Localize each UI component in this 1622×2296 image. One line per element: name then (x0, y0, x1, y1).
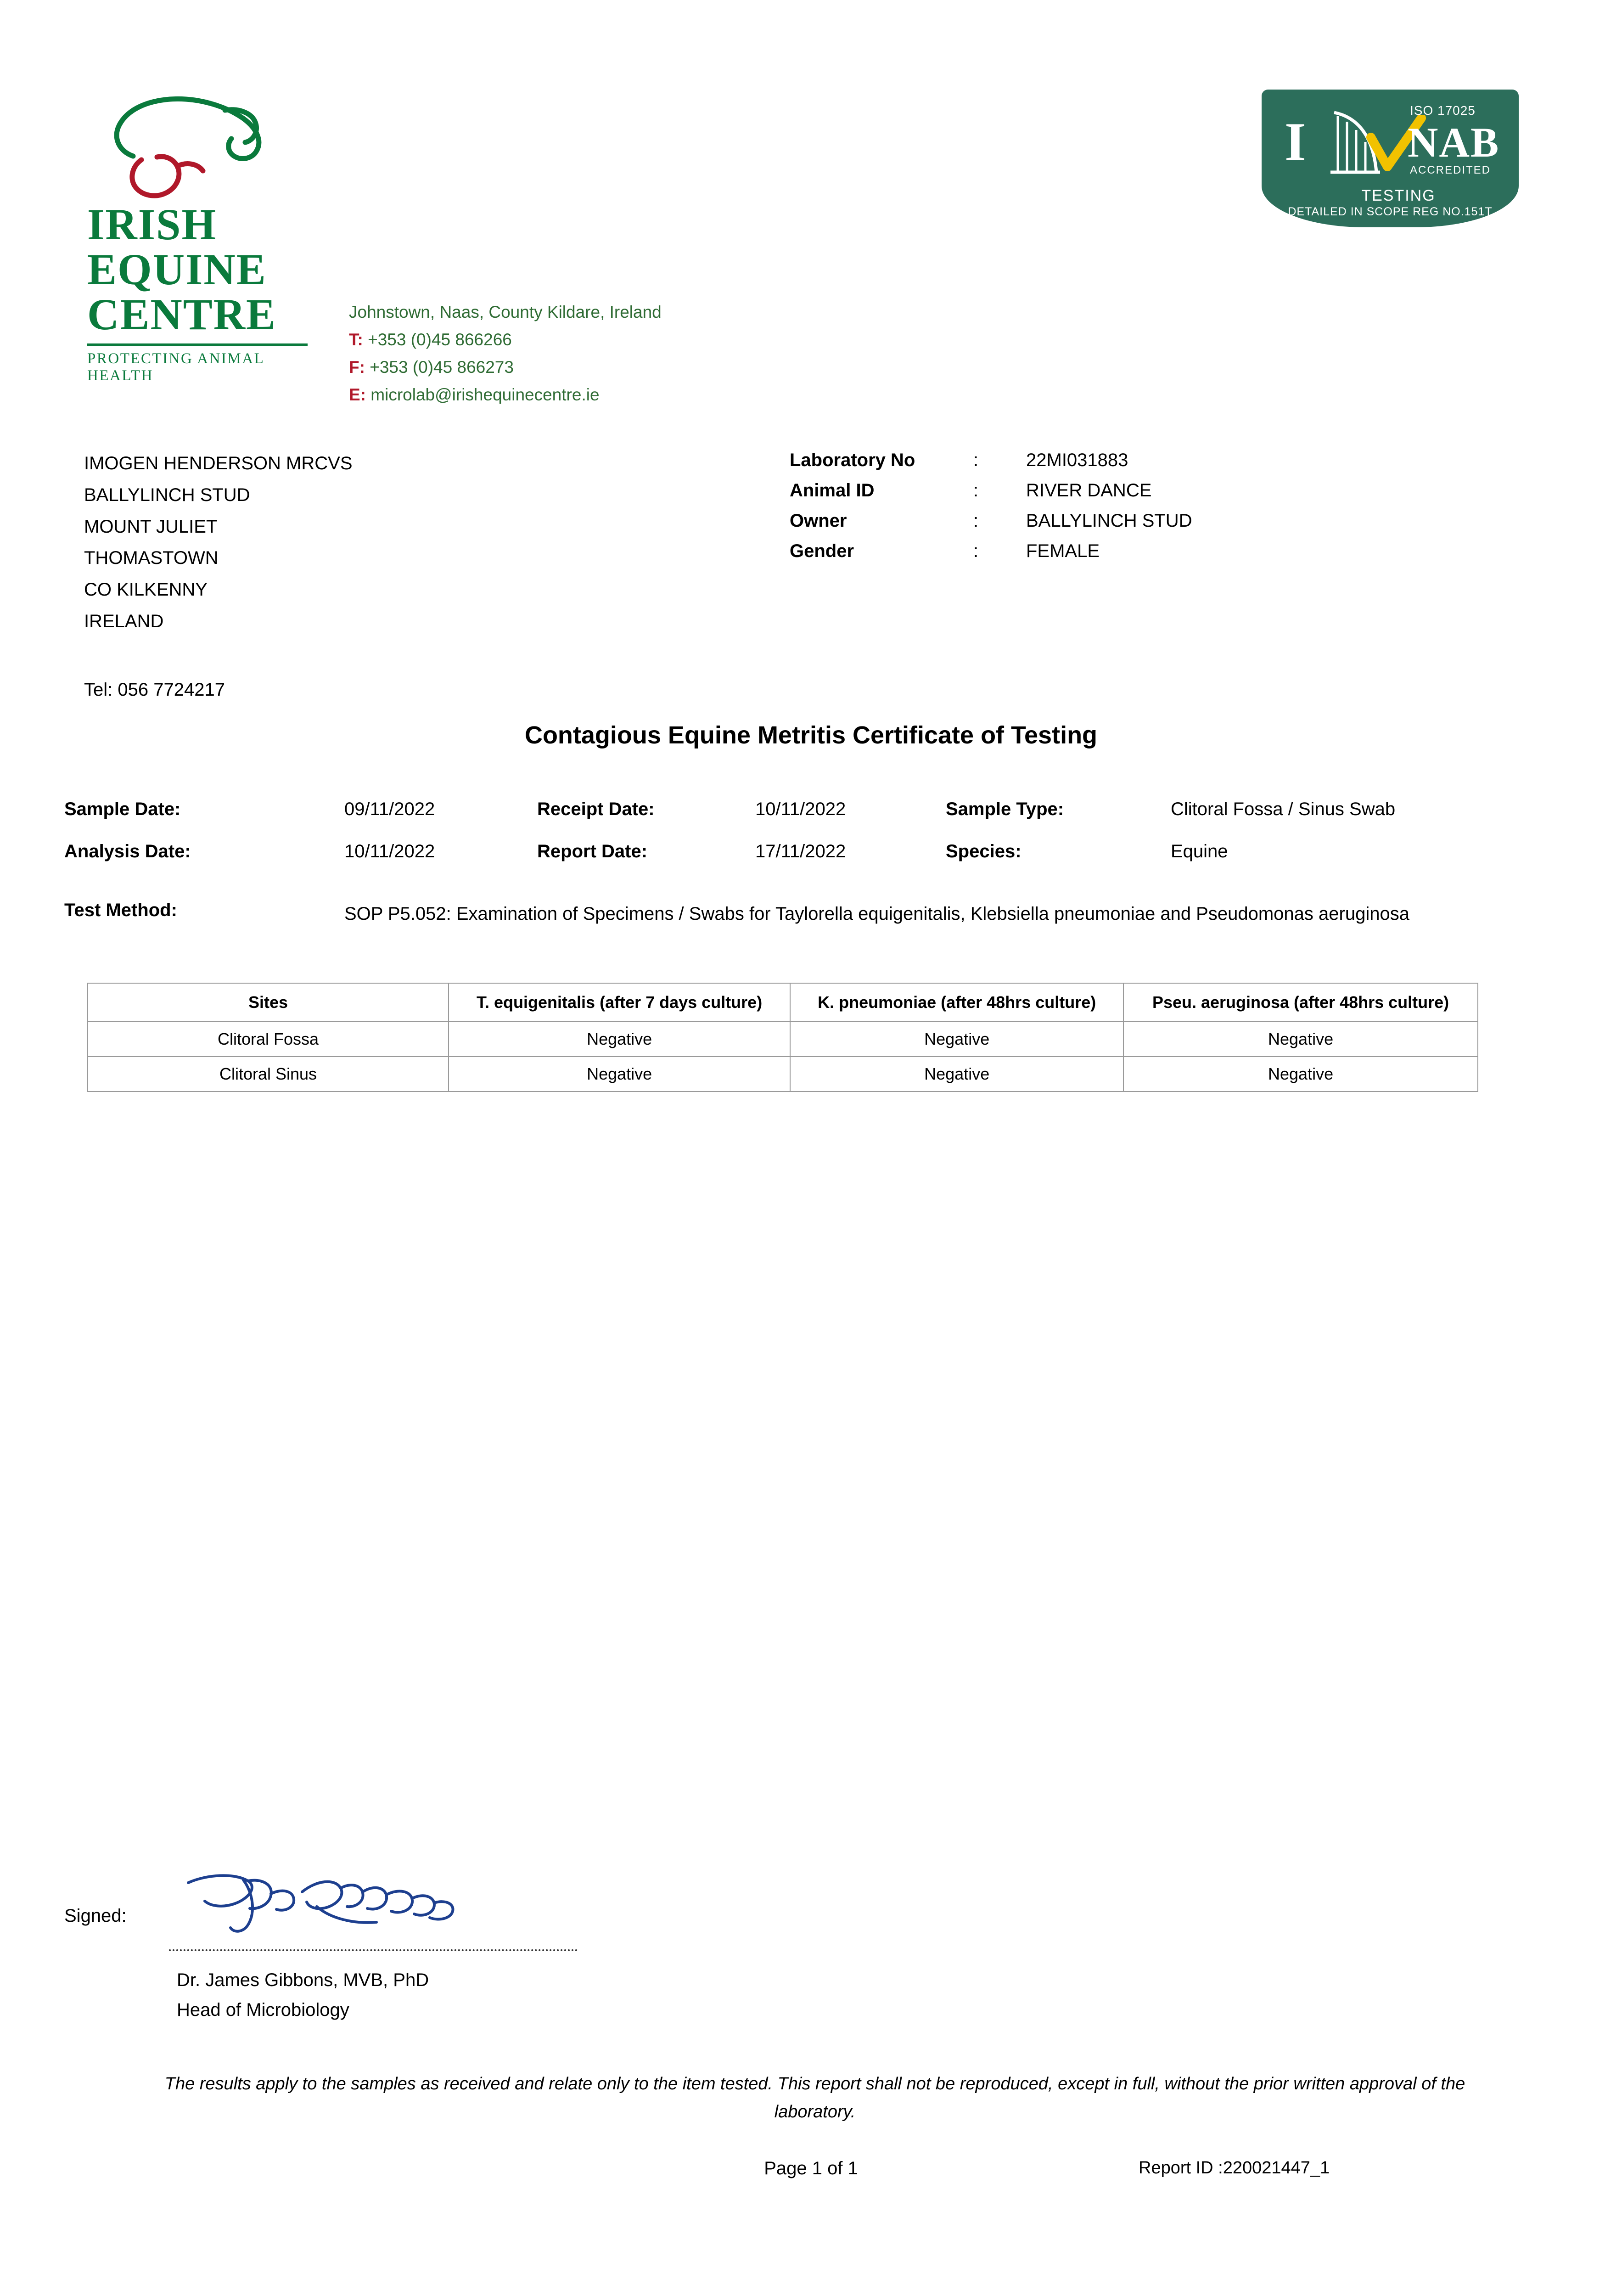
page-number: Page 1 of 1 (764, 2158, 858, 2178)
logo-tagline: PROTECTING ANIMAL HEALTH (87, 350, 264, 384)
result-value: Negative (449, 1022, 790, 1057)
document-header (0, 69, 1622, 404)
logo-line-1: IRISH (87, 200, 217, 249)
contact-tel (349, 326, 662, 354)
recipient-line: THOMASTOWN (84, 548, 219, 568)
result-value: Negative (790, 1057, 1123, 1092)
contact-fax-label: F: (349, 357, 365, 377)
lab-info-row (790, 450, 1192, 480)
contact-email-label: E: (349, 385, 366, 404)
report-date-label: Report Date: (537, 841, 648, 861)
lab-info-label: Laboratory No (790, 450, 915, 470)
inab-inner (1270, 97, 1510, 212)
signature-image (179, 1864, 500, 1947)
sample-type-label: Sample Type: (946, 799, 1064, 819)
lab-info-label: Owner (790, 511, 847, 531)
test-method-label: Test Method: (64, 900, 177, 920)
results-header-row (88, 983, 1478, 1022)
lab-info-separator: : (973, 450, 979, 470)
inab-letter-i: I (1285, 111, 1306, 172)
results-header-pseudomonas: Pseu. aeruginosa (after 48hrs culture) (1123, 983, 1478, 1022)
recipient-line: IMOGEN HENDERSON MRCVS (84, 453, 353, 473)
lab-info-value: 22MI031883 (1026, 450, 1128, 470)
results-table (87, 983, 1478, 1092)
logo-line-2: EQUINE (87, 244, 267, 294)
logo-line-3: CENTRE (87, 289, 277, 339)
signatory-block (177, 1965, 429, 2025)
contact-address: Johnstown, Naas, County Kildare, Ireland (349, 303, 662, 321)
result-value: Negative (1123, 1057, 1478, 1092)
lab-info-row (790, 480, 1192, 511)
inab-testing-text: TESTING (1361, 187, 1436, 204)
contact-tel-value: +353 (0)45 866266 (368, 330, 512, 349)
species-label: Species: (946, 841, 1021, 861)
recipient-phone: Tel: 056 7724217 (84, 680, 225, 700)
lab-info-separator: : (973, 480, 979, 501)
lab-info-separator: : (973, 511, 979, 531)
analysis-date-label: Analysis Date: (64, 841, 191, 861)
table-row (88, 1022, 1478, 1057)
receipt-date-value: 10/11/2022 (755, 799, 846, 819)
sample-type-value: Clitoral Fossa / Sinus Swab (1171, 799, 1396, 819)
inab-accreditation-logo (1262, 90, 1519, 246)
contact-fax (349, 354, 662, 381)
recipient-address (84, 448, 353, 637)
lab-info-separator: : (973, 541, 979, 561)
results-table-body (88, 1022, 1478, 1092)
horse-logo-icon (87, 83, 303, 202)
receipt-date-label: Receipt Date: (537, 799, 655, 819)
result-value: Negative (449, 1057, 790, 1092)
report-date-value: 17/11/2022 (755, 841, 846, 861)
report-id: Report ID :220021447_1 (1139, 2158, 1330, 2178)
lab-info-value: FEMALE (1026, 541, 1100, 561)
sample-date-value: 09/11/2022 (344, 799, 435, 819)
meta-row-1 (64, 799, 1561, 841)
inab-scope-text: DETAILED IN SCOPE REG NO.151T (1288, 205, 1493, 218)
signatory-role: Head of Microbiology (177, 1999, 349, 2020)
logo-divider (87, 343, 308, 346)
lab-info-value: BALLYLINCH STUD (1026, 511, 1192, 531)
contact-tel-label: T: (349, 330, 363, 349)
result-site: Clitoral Fossa (88, 1022, 449, 1057)
lab-info-table (790, 450, 1192, 571)
sample-date-label: Sample Date: (64, 799, 181, 819)
company-logo (87, 83, 326, 384)
results-header-klebsiella: K. pneumoniae (after 48hrs culture) (790, 983, 1123, 1022)
lab-info-label: Gender (790, 541, 854, 561)
inab-accredited-text: ACCREDITED (1410, 164, 1491, 176)
results-table-head (88, 983, 1478, 1022)
result-value: Negative (1123, 1022, 1478, 1057)
species-value: Equine (1171, 841, 1228, 861)
page-title: Contagious Equine Metritis Certificate of Testing (524, 721, 1098, 749)
inab-nab-text: NAB (1408, 119, 1500, 166)
lab-info-row (790, 511, 1192, 541)
inab-iso-text: ISO 17025 (1410, 103, 1476, 118)
recipient-line: CO KILKENNY (84, 580, 208, 600)
meta-section (64, 799, 1561, 884)
signed-label: Signed: (64, 1906, 127, 1926)
analysis-date-value: 10/11/2022 (344, 841, 435, 861)
signatory-name: Dr. James Gibbons, MVB, PhD (177, 1970, 429, 1990)
result-site: Clitoral Sinus (88, 1057, 449, 1092)
signature-rule (169, 1949, 578, 1951)
contact-email-value[interactable]: microlab@irishequinecentre.ie (370, 385, 600, 404)
results-header-sites: Sites (88, 983, 449, 1022)
recipient-line: IRELAND (84, 611, 164, 631)
contact-fax-value: +353 (0)45 866273 (370, 357, 514, 377)
recipient-line: BALLYLINCH STUD (84, 484, 250, 505)
table-row (88, 1057, 1478, 1092)
meta-row-2 (64, 841, 1561, 884)
lab-info-row (790, 541, 1192, 571)
contact-email[interactable] (349, 381, 662, 409)
recipient-line: MOUNT JULIET (84, 516, 218, 537)
disclaimer-text: The results apply to the samples as received and relate only to the item tested. This report shall not be reproduced, except in full, without the prior written approval of the laboratory. (164, 2074, 1465, 2122)
contact-block (349, 298, 662, 409)
lab-info-label: Animal ID (790, 480, 875, 501)
lab-info-block (790, 450, 1192, 571)
result-value: Negative (790, 1022, 1123, 1057)
results-header-taylorella: T. equigenitalis (after 7 days culture) (449, 983, 790, 1022)
test-method-value: SOP P5.052: Examination of Specimens / Swabs for Taylorella equigenitalis, Klebsiella pneumoniae and Pseudomonas aeruginosa (344, 904, 1409, 924)
lab-info-value: RIVER DANCE (1026, 480, 1152, 501)
